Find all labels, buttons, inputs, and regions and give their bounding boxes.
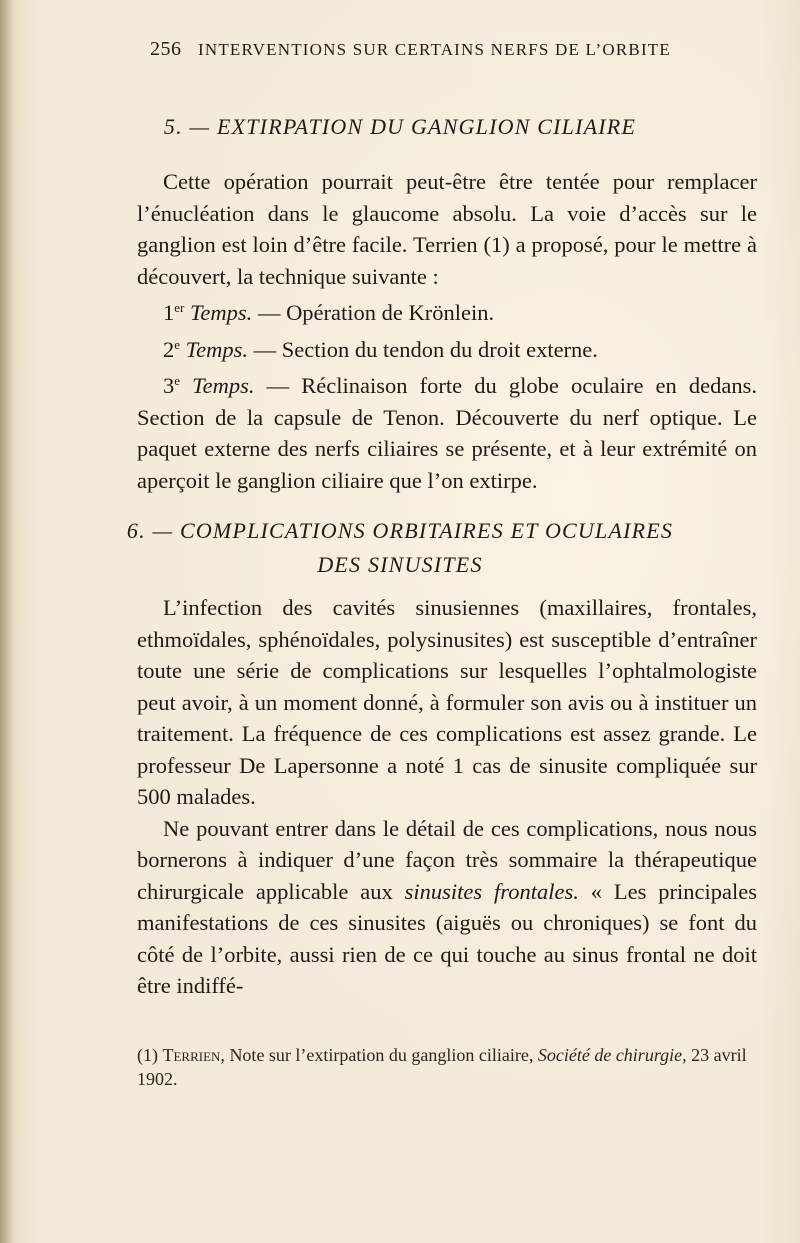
section-6-paragraph-1: L’infection des cavités sinusiennes (maxillaires, frontales, ethmoïdales, sphénoïdales, polysinusites) est susceptible d’entraîner toute une série de complications sur lesquelles l’ophtalmologiste peut avoir, à un moment donné, à formuler son avis ou à instituer un traitement. La fréquence de ces complications est assez grande. Le professeur De Lapersonne a noté 1 cas de sinusite compliquée sur 500 malades. bbox=[137, 595, 757, 809]
section-5-paragraph: Cette opération pourrait peut-être être tentée pour remplacer l’énucléation dans le glaucome absolu. La voie d’accès sur le ganglion est loin d’être facile. Terrien (1) a proposé, pour le mettre à découvert, la technique suivante : bbox=[137, 169, 757, 289]
section-5-title: 5. — EXTIRPATION DU GANGLION CILIAIRE bbox=[163, 114, 637, 139]
footnote: (1) Terrien, Note sur l’extirpation du ganglion ciliaire, Société de chirurgie, 23 avril 1902. bbox=[137, 1045, 747, 1089]
page-number: 256 bbox=[150, 38, 182, 60]
section-6-body bbox=[137, 592, 757, 1002]
step-3-paragraph: 3e Temps. — Réclinaison forte du globe oculaire en dedans. Section de la capsule de Tenon. Découverte du nerf optique. Le paquet externe des nerfs ciliaires se présente, et à leur extrémité on aperçoit le ganglion ciliaire que l’on extirpe. bbox=[137, 373, 758, 493]
running-header bbox=[150, 38, 740, 61]
section-5-body bbox=[137, 166, 757, 496]
step-2-text: — Section du tendon du droit externe. bbox=[247, 336, 598, 362]
page-binding-edge bbox=[0, 0, 14, 1243]
step-2-line: 2e Temps. — Section du tendon du droit externe. bbox=[163, 336, 598, 362]
step-3-label: Temps. bbox=[192, 373, 255, 398]
section-6-title-line-1: 6. — COMPLICATIONS ORBITAIRES ET OCULAIRES bbox=[126, 518, 674, 543]
step-3-text: — Réclinaison forte du globe oculaire en dedans. Section de la capsule de Tenon. Découverte du nerf optique. Le paquet externe des nerfs ciliaires se présente, et à leur extrémité on aperçoit le ganglion ciliaire que l’on extirpe. bbox=[137, 373, 758, 493]
section-6-title-line-2: DES SINUSITES bbox=[317, 552, 483, 577]
step-1-line: 1er Temps. — Opération de Krönlein. bbox=[163, 300, 495, 325]
step-2-label: Temps. bbox=[185, 336, 248, 362]
running-title: INTERVENTIONS SUR CERTAINS NERFS DE L’ORBITE bbox=[198, 40, 671, 59]
step-1-label: Temps. bbox=[189, 300, 253, 325]
footnote-journal: Société de chirurgie, bbox=[537, 1045, 687, 1065]
footnote-author: Terrien, bbox=[162, 1045, 225, 1065]
step-1-text: — Opération de Krönlein. bbox=[252, 300, 495, 325]
section-6-paragraph-2: Ne pouvant entrer dans le détail de ces complications, nous nous bornerons à indiquer d’une façon très sommaire la thérapeutique chirurgicale applicable aux sinusites frontales. « Les principales manifestations de ces sinusites (aiguës ou chroniques) se font du côté de l’orbite, aussi rien de ce qui touche au sinus frontal ne doit être indiffé- bbox=[137, 815, 757, 998]
sinusites-frontales: sinusites frontales. bbox=[404, 878, 579, 904]
